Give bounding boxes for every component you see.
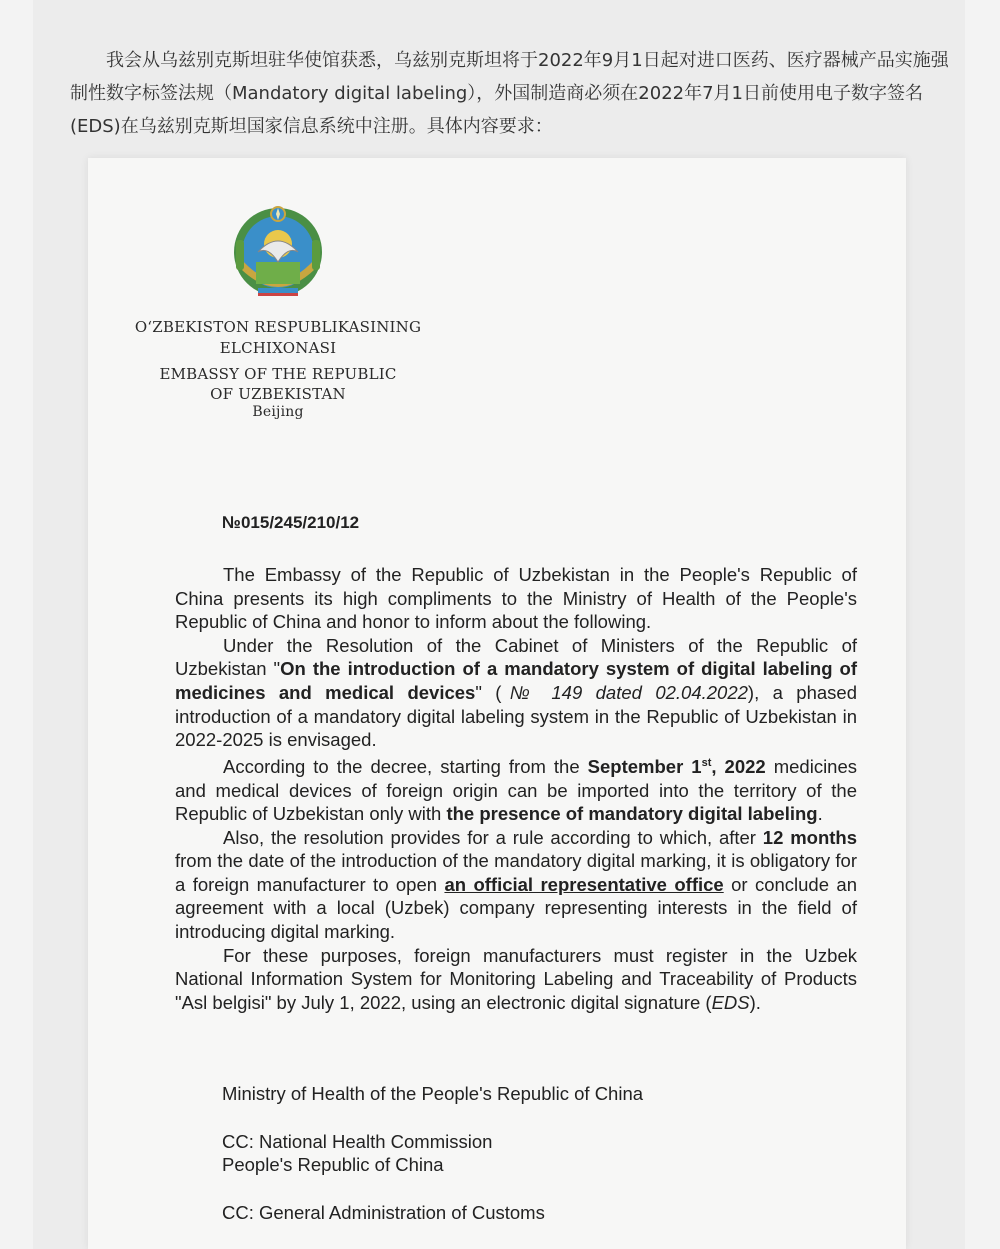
reference-number: №015/245/210/12	[222, 513, 360, 532]
cc-health-commission-country: People's Republic of China	[222, 1154, 444, 1175]
letterhead-line: OF UZBEKISTAN	[210, 385, 346, 403]
cc-customs: CC: General Administration of Customs	[222, 1202, 545, 1223]
letterhead-city: Beijing	[252, 404, 304, 420]
cc-health-commission: CC: National Health Commission	[222, 1131, 493, 1152]
intro-paragraph: 我会从乌兹别克斯坦驻华使馆获悉，乌兹别克斯坦将于2022年9月1日起对进口医药、医疗器械产品实施强制性数字标签法规（Mandatory digital labeling），外国制造商必须在2022年7月1日前使用电子数字签名(EDS)在乌兹别克斯坦国家信息系统中注册。具体内容要求：	[70, 50, 949, 137]
paragraph-5: For these purposes, foreign manufacturers must register in the Uzbek National Information System for Monitoring Labeling and Traceability of Products "Asl belgisi" by July 1, 2022, using an electronic digital signature (EDS).	[175, 944, 857, 1013]
paragraph-4: Also, the resolution provides for a rule according to which, after 12 months from the date of the introduction of the mandatory digital marking, it is obligatory for a foreign manufacturer to open an official representative office or conclude an agreement with a local (Uzbek) company representing interests in the field of introducing digital marking.	[175, 826, 857, 943]
letterhead-line: O‘ZBEKISTON RESPUBLIKASINING	[134, 318, 422, 336]
uzbekistan-emblem-icon	[228, 200, 328, 300]
letter-body	[175, 563, 857, 1014]
letterhead-line: EMBASSY OF THE REPUBLIC	[159, 365, 397, 383]
paragraph-3: According to the decree, starting from the September 1st, 2022 medicines and medical devices of foreign origin can be imported into the territory of the Republic of Uzbekistan only with the presence of mandatory digital labeling.	[175, 755, 858, 825]
letterhead-line: ELCHIXONASI	[219, 339, 337, 357]
paragraph-1: The Embassy of the Republic of Uzbekistan in the People's Republic of China presents its high compliments to the Ministry of Health of the People's Republic of China and honor to inform about the following.	[175, 564, 857, 633]
addressee-ministry: Ministry of Health of the People's Republic of China	[222, 1083, 644, 1104]
paragraph-2: Under the Resolution of the Cabinet of Ministers of the Republic of Uzbekistan "On the introduction of a mandatory system of digital labeling of medicines and medical devices" (№ 149 dated 02.04.2022), a phased introduction of a mandatory digital labeling system in the Republic of Uzbekistan in 2022-2025 is envisaged.	[175, 634, 857, 751]
